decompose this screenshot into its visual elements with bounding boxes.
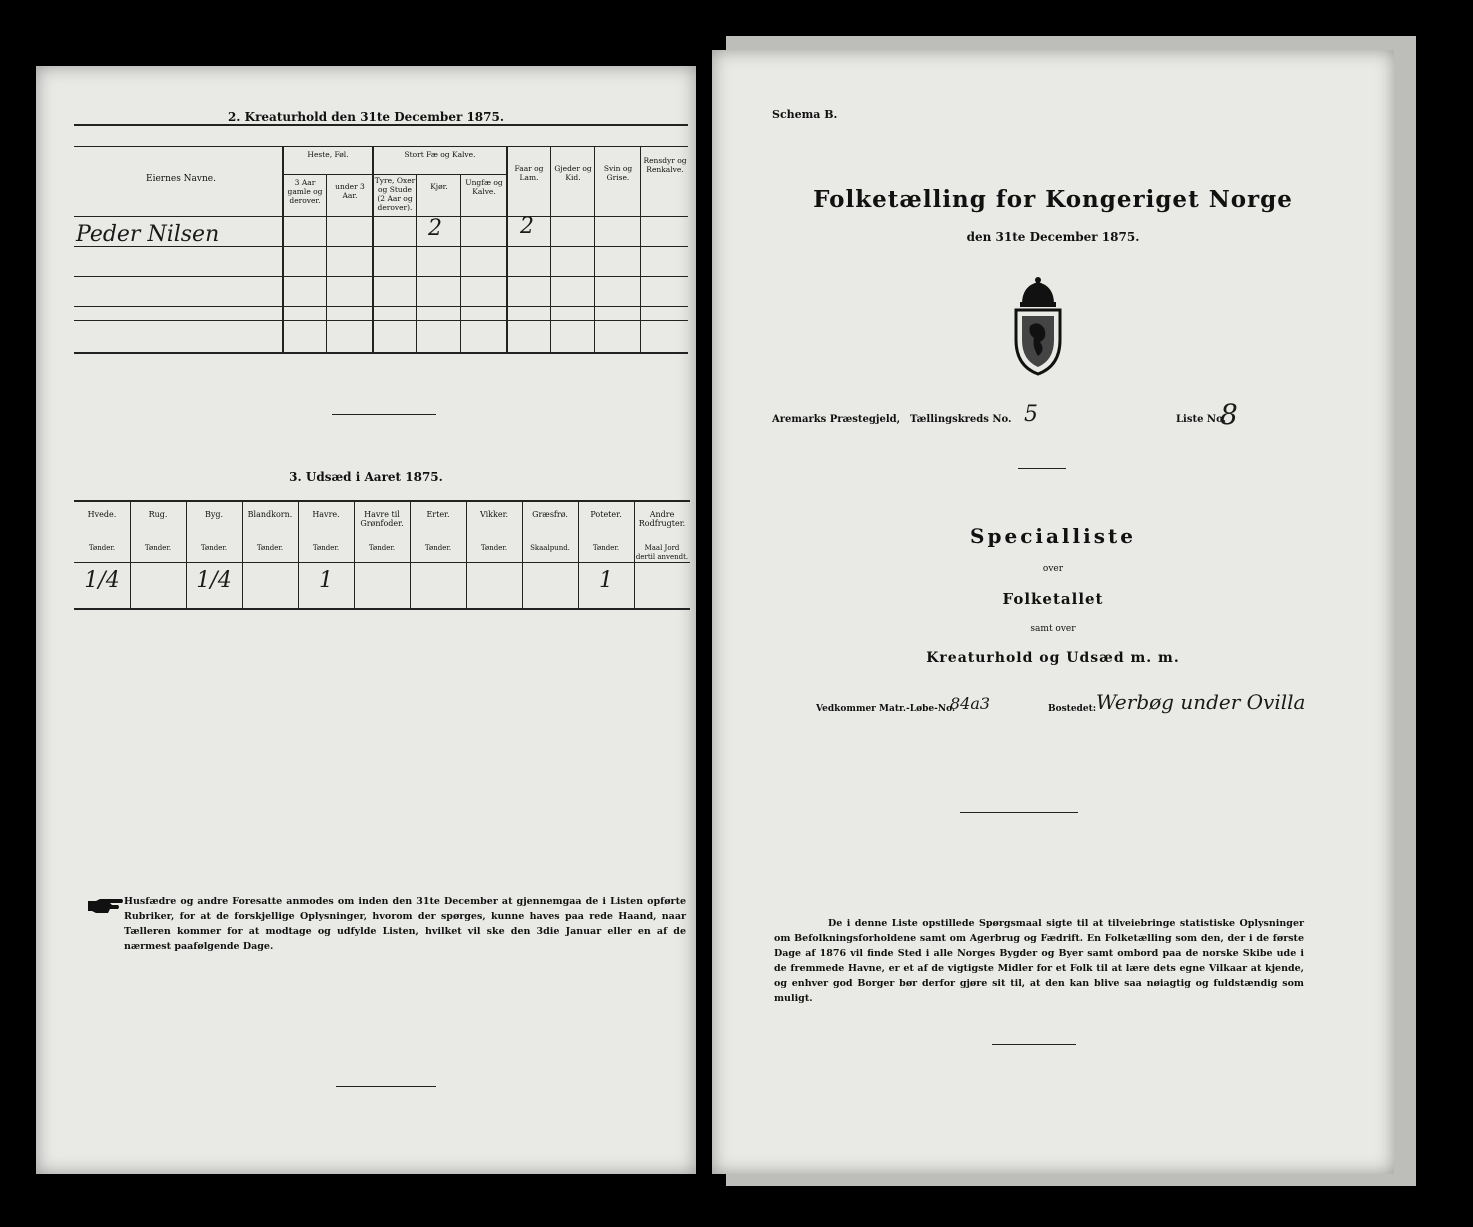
seed-value-cell: 1 <box>599 568 613 593</box>
rule <box>640 146 641 354</box>
header-reindeer: Rensdyr og Renkalve. <box>643 156 687 174</box>
header-horses-young: under 3 Aar. <box>335 182 365 200</box>
livestock-seed-title: Kreaturhold og Udsæd m. m. <box>926 650 1180 666</box>
district-label: Tællingskreds No. <box>910 414 1012 425</box>
seed-value-cell: 1/4 <box>196 568 232 593</box>
bosted-label: Bostedet: <box>1048 704 1097 714</box>
header-owner-name: Eiernes Navne. <box>146 174 216 184</box>
rule <box>74 352 688 354</box>
special-list-title: Specialliste <box>970 524 1136 548</box>
header-bulls: Tyre, Oxer og Stude (2 Aar og derover). <box>374 176 416 212</box>
rule <box>74 276 688 277</box>
seed-header-name: Blandkorn. <box>247 510 293 519</box>
rule <box>74 124 688 126</box>
rule <box>74 216 688 217</box>
seed-header-unit: Tønder. <box>480 544 508 552</box>
seed-header-name: Erter. <box>426 510 450 519</box>
rule <box>416 174 417 354</box>
seed-header-name: Rug. <box>148 510 168 519</box>
seed-value-cell: 1/4 <box>84 568 120 593</box>
seed-header-unit: Maal Jord dertil anvendt. <box>635 544 689 561</box>
bosted-value: Werbøg under Ovilla <box>1096 690 1306 714</box>
separator <box>336 1086 436 1087</box>
rule <box>550 146 551 354</box>
seed-header-unit: Tønder. <box>144 544 172 552</box>
seed-header-name: Byg. <box>204 510 224 519</box>
section2-title: 2. Kreaturhold den 31te December 1875. <box>227 110 505 124</box>
rule <box>326 174 327 354</box>
rule <box>74 320 688 321</box>
rule <box>74 500 690 502</box>
seed-header-name: Vikker. <box>479 510 509 519</box>
separator <box>1018 468 1066 469</box>
seed-value-cell: 1 <box>319 568 333 593</box>
rule <box>594 146 595 354</box>
rule <box>282 174 374 175</box>
header-goats: Gjeder og Kid. <box>554 164 592 182</box>
rule <box>74 562 690 563</box>
footer-text: De i denne Liste opstillede Spørgsmaal sigte til at tilveiebringe statistiske Oplysninger om Befolkningsforholdene samt om Agerbrug og Fædrift. En Folketælling som den, der i de første Dage af 1876 vil finde Sted i alle Norges Bygder og Byer samt ombord paa de norske Skibe ude i de fremmede Havne, er et af de vigtigste Midler for et Folk til at lære dets egne Vilkaar at kjende, og enhver god Borger bør derfor gjøre sit til, at den kan blive saa nøiagtig og fuldstændig som muligt. <box>774 918 1304 1004</box>
parish-label: Aremarks Præstegjeld, <box>772 414 901 425</box>
header-calves: Ungfæ og Kalve. <box>465 178 503 196</box>
right-page <box>712 50 1394 1174</box>
seed-header-name: Græsfrø. <box>532 510 568 519</box>
over-label: over <box>1042 564 1064 574</box>
matr-value: 84a3 <box>950 694 991 713</box>
header-horses-adult: 3 Aar gamle og derover. <box>287 178 323 205</box>
rule <box>372 174 506 175</box>
separator <box>332 414 436 415</box>
seed-header-name: Havre til Grønfoder. <box>360 510 404 528</box>
seed-header-unit: Tønder. <box>312 544 340 552</box>
rule <box>74 146 688 147</box>
seed-header-name: Havre. <box>312 510 340 519</box>
seed-header-name: Hvede. <box>87 510 117 519</box>
rule <box>74 608 690 610</box>
census-title: Folketælling for Kongeriget Norge <box>813 186 1293 213</box>
rule <box>74 306 688 307</box>
separator <box>960 812 1078 813</box>
pointing-hand-icon <box>88 898 124 914</box>
owner-name-entry: Peder Nilsen <box>76 222 220 247</box>
seed-header-unit: Tønder. <box>88 544 116 552</box>
census-date: den 31te December 1875. <box>966 230 1140 244</box>
header-horses: Heste, Føl. <box>307 150 349 159</box>
header-pigs: Svin og Grise. <box>603 164 633 182</box>
seed-header-name: Poteter. <box>590 510 622 519</box>
header-sheep: Faar og Lam. <box>514 164 544 182</box>
seed-header-unit: Tønder. <box>424 544 452 552</box>
district-value: 5 <box>1024 402 1038 427</box>
list-value: 8 <box>1220 398 1238 431</box>
header-cattle: Stort Fæ og Kalve. <box>404 150 476 159</box>
rule <box>460 174 461 354</box>
seed-header-unit: Tønder. <box>592 544 620 552</box>
samt-over-label: samt over <box>1030 624 1076 634</box>
seed-header-name: Andre Rodfrugter. <box>638 510 686 528</box>
notice-text: Husfædre og andre Foresatte anmodes om inden den 31te December at gjennemgaa de i Listen opførte Rubriker, for at de forskjellige Oplysninger, hvorom der spørges, kunne haves paa rede Haand, naar Tælleren kommer for at modtage og udfylde Listen, hvilket vil ske den 3die Januar eller en af de nærmest paafølgende Dage. <box>124 896 686 952</box>
seed-header-unit: Tønder. <box>368 544 396 552</box>
list-label: Liste No. <box>1176 414 1227 425</box>
sheep-entry: 2 <box>520 214 534 239</box>
seed-header-unit: Tønder. <box>256 544 284 552</box>
section3-title: 3. Udsæd i Aaret 1875. <box>289 470 443 484</box>
separator <box>992 1044 1076 1045</box>
matr-label: Vedkommer Matr.-Løbe-No. <box>816 704 956 714</box>
header-cows: Kjør. <box>430 182 448 191</box>
folketallet-title: Folketallet <box>1002 590 1104 608</box>
schema-label: Schema B. <box>772 108 838 121</box>
left-page <box>36 66 696 1174</box>
seed-header-unit: Tønder. <box>200 544 228 552</box>
coat-of-arms-icon <box>1008 276 1068 376</box>
cows-entry: 2 <box>428 216 442 241</box>
seed-header-unit: Skaalpund. <box>530 544 570 552</box>
